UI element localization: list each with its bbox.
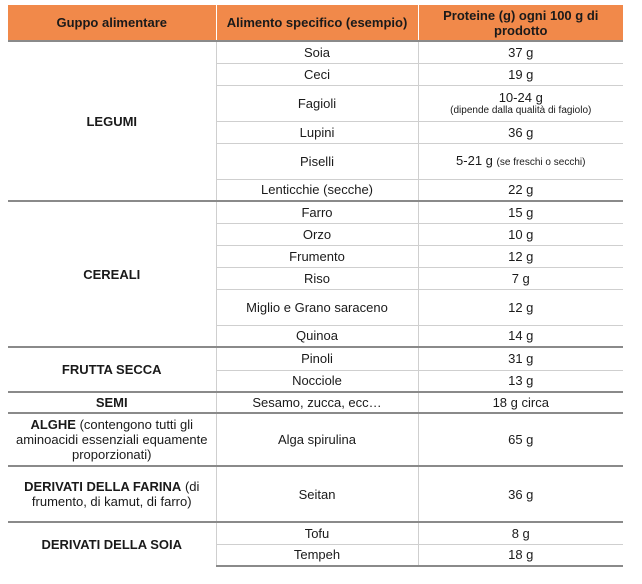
food-group-name: DERIVATI DELLA FARINA (24, 479, 182, 494)
protein-value: 12 g (508, 248, 534, 264)
food-group-cell (8, 522, 216, 566)
protein-cell (418, 522, 623, 544)
specific-food-cell: Seitan (216, 466, 418, 522)
specific-food-cell: Ceci (216, 63, 418, 85)
specific-food-cell: Soia (216, 41, 418, 63)
protein-cell (418, 63, 623, 85)
food-group-name: FRUTTA SECCA (61, 362, 162, 377)
specific-food-cell: Quinoa (216, 325, 418, 347)
food-group-note: (contengono tutti gli aminoacidi essenziali equamente proporzionati) (15, 417, 208, 462)
food-group-name: CEREALI (83, 266, 141, 282)
specific-food-cell: Sesamo, zucca, ecc… (216, 392, 418, 413)
header-food-group: Guppo alimentare (8, 5, 216, 41)
specific-food-cell: Miglio e Grano saraceno (216, 289, 418, 325)
protein-value: 10-24 g (498, 89, 543, 105)
specific-food-cell: Lupini (216, 121, 418, 143)
specific-food-cell: Farro (216, 201, 418, 223)
food-group-note: (di frumento, di kamut, di farro) (31, 479, 200, 509)
header-specific-food: Alimento specifico (esempio) (216, 5, 418, 41)
specific-food-cell: Lenticchie (secche) (216, 179, 418, 201)
table-row (8, 466, 623, 522)
protein-value: 13 g (508, 373, 534, 389)
specific-food-cell: Tofu (216, 522, 418, 544)
specific-food-cell: Orzo (216, 223, 418, 245)
specific-food-cell: Pinoli (216, 347, 418, 370)
protein-cell (418, 413, 623, 466)
protein-value: 31 g (508, 351, 534, 367)
specific-food-cell: Alga spirulina (216, 413, 418, 466)
specific-food-cell: Nocciole (216, 370, 418, 392)
food-group-cell (8, 41, 216, 201)
food-group-name: LEGUMI (86, 113, 138, 129)
protein-value: 22 g (508, 182, 534, 198)
protein-value: 19 g (508, 66, 534, 82)
specific-food-cell: Riso (216, 267, 418, 289)
protein-value: 18 g (508, 547, 534, 563)
table-row (8, 413, 623, 466)
specific-food-cell: Piselli (216, 143, 418, 179)
protein-value: 12 g (508, 299, 534, 315)
protein-value: 5-21 g (456, 152, 493, 168)
specific-food-cell: Tempeh (216, 544, 418, 566)
food-group-cell (8, 347, 216, 392)
protein-cell (418, 466, 623, 522)
table-row (8, 41, 623, 63)
protein-cell (418, 245, 623, 267)
protein-cell (418, 143, 623, 179)
protein-value: 7 g (511, 270, 530, 286)
food-group-cell (8, 413, 216, 466)
table-body (8, 41, 623, 566)
protein-cell (418, 41, 623, 63)
protein-cell (418, 179, 623, 201)
protein-cell (418, 370, 623, 392)
protein-table (8, 5, 623, 567)
protein-cell (418, 544, 623, 566)
protein-cell (418, 121, 623, 143)
specific-food-cell: Frumento (216, 245, 418, 267)
food-group-name: ALGHE (30, 417, 76, 432)
protein-value: 36 g (508, 486, 534, 502)
protein-cell (418, 347, 623, 370)
specific-food-cell: Fagioli (216, 85, 418, 121)
protein-cell (418, 392, 623, 413)
protein-cell (418, 325, 623, 347)
protein-value: 37 g (508, 44, 534, 60)
protein-note: (dipende dalla qualità di fagiolo) (450, 104, 592, 116)
food-group-name: SEMI (95, 395, 128, 410)
protein-value: 10 g (508, 226, 534, 242)
table-row (8, 347, 623, 370)
protein-note: (se freschi o secchi) (496, 156, 586, 168)
protein-value: 8 g (511, 525, 530, 541)
protein-value: 15 g (508, 204, 534, 220)
protein-cell (418, 85, 623, 121)
protein-value: 14 g (508, 328, 534, 344)
protein-value: 36 g (508, 124, 534, 140)
food-group-cell (8, 466, 216, 522)
protein-cell (418, 201, 623, 223)
table-row (8, 522, 623, 544)
protein-value: 65 g (508, 432, 534, 447)
protein-cell (418, 289, 623, 325)
table-row (8, 392, 623, 413)
protein-cell (418, 267, 623, 289)
food-group-cell (8, 201, 216, 347)
table-row (8, 201, 623, 223)
header-row (8, 5, 623, 41)
header-protein: Proteine (g) ogni 100 g di prodotto (418, 5, 623, 41)
protein-cell (418, 223, 623, 245)
protein-value: 18 g circa (492, 395, 549, 410)
food-group-cell (8, 392, 216, 413)
food-group-name: DERIVATI DELLA SOIA (41, 537, 183, 552)
